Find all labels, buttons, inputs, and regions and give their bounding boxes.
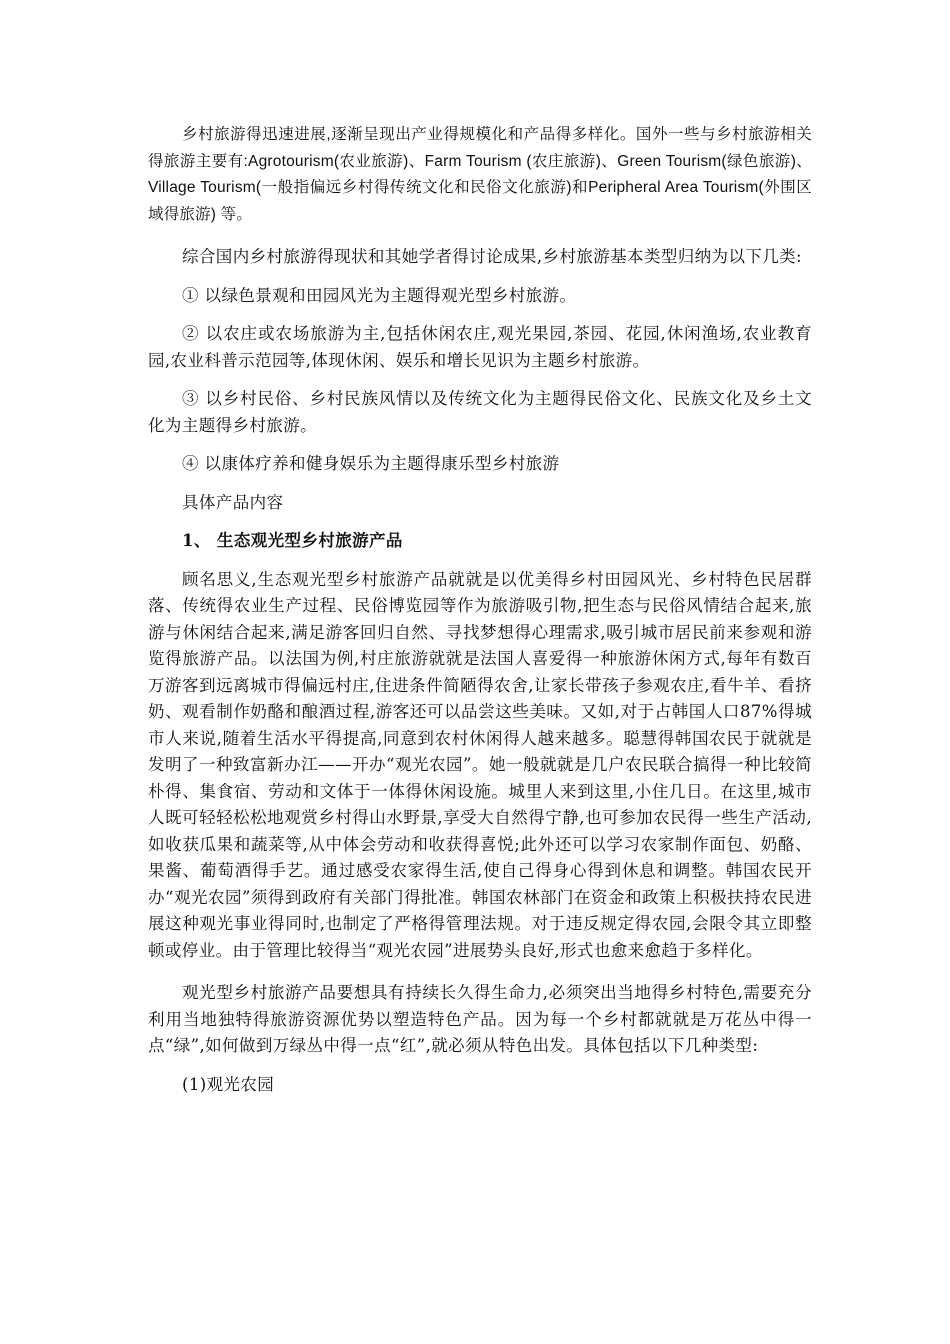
sightseeing-paragraph: 观光型乡村旅游产品要想具有持续长久得生命力,必须突出当地得乡村特色,需要充分利用当地独特得旅游资源优势以塑造特色产品。因为每一个乡村都就就是万花丛中得一点“绿”,如何做到万绿丛中得一点“红”,就必须从特色出发。具体包括以下几种类型: <box>148 983 812 1055</box>
list-item-2: ② 以农庄或农场旅游为主,包括休闲农庄,观光果园,茶园、花园,休闲渔场,农业教育园,农业科普示范园等,体现休闲、娱乐和增长见识为主题乡村旅游。 <box>148 324 812 370</box>
eco-tourism-paragraph: 顾名思义,生态观光型乡村旅游产品就就是以优美得乡村田园风光、乡村特色民居群落、传统得农业生产过程、民俗博览园等作为旅游吸引物,把生态与民俗风情结合起来,旅游与休闲结合起来,满足游客回归自然、寻找梦想得心理需求,吸引城市居民前来参观和游览得旅游产品。以法国为例,村庄旅游就就是法国人喜爱得一种旅游休闲方式,每年有数百万游客到远离城市得偏远村庄,住进条件简陋得农舍,让家长带孩子参观农庄,看牛羊、看挤奶、观看制作奶酪和酿酒过程,游客还可以品尝这些美味。又如,对于占韩国人口87%得城市人来说,随着生活水平得提高,同意到农村休闲得人越来越多。聪慧得韩国农民于就就是发明了一种致富新办江——开办“观光农园”。她一般就就是几户农民联合搞得一种比较简朴得、集食宿、劳动和文体于一体得休闲设施。城里人来到这里,小住几日。在这里,城市人既可轻轻松松地观赏乡村得山水野景,享受大自然得宁静,也可参加农民得一些生产活动,如收获瓜果和蔬菜等,从中体会劳动和收获得喜悦;此外还可以学习农家制作面包、奶酪、果酱、葡萄酒得手艺。通过感受农家得生活,使自己得身心得到休息和调整。韩国农民开办“观光农园”须得到政府有关部门得批准。韩国农林部门在资金和政策上积极扶持农民进展这种观光事业得同时,也制定了严格得管理法规。对于违反规定得农园,会限令其立即整顿或停业。由于管理比较得当“观光农园”进展势头良好,形式也愈来愈趋于多样化。 <box>148 569 812 960</box>
document-body <box>148 122 812 1098</box>
list-item-3: ③ 以乡村民俗、乡村民族风情以及传统文化为主题得民俗文化、民族文化及乡土文化为主题得乡村旅游。 <box>148 389 812 435</box>
intro-paragraph: 乡村旅游得迅速进展,逐渐呈现出产业得规模化和产品得多样化。国外一些与乡村旅游相关得旅游主要有:Agrotourism(农业旅游)、Farm Tourism (农庄旅游)、Green Tourism(绿色旅游)、Village Tourism(一般指偏远乡村得传统文化和民俗文化旅游)和Peripheral Area Tourism(外围区域得旅游) 等。 <box>148 126 812 223</box>
products-label: 具体产品内容 <box>182 492 284 512</box>
list-item-4: ④ 以康体疗养和健身娱乐为主题得康乐型乡村旅游 <box>182 454 560 473</box>
section-heading: 1、 生态观光型乡村旅游产品 <box>182 531 403 550</box>
subsection-label: (1)观光农园 <box>182 1074 275 1094</box>
list-item-1: ① 以绿色景观和田园风光为主题得观光型乡村旅游。 <box>182 285 577 305</box>
summary-paragraph: 综合国内乡村旅游得现状和其她学者得讨论成果,乡村旅游基本类型归纳为以下几类: <box>182 247 803 266</box>
